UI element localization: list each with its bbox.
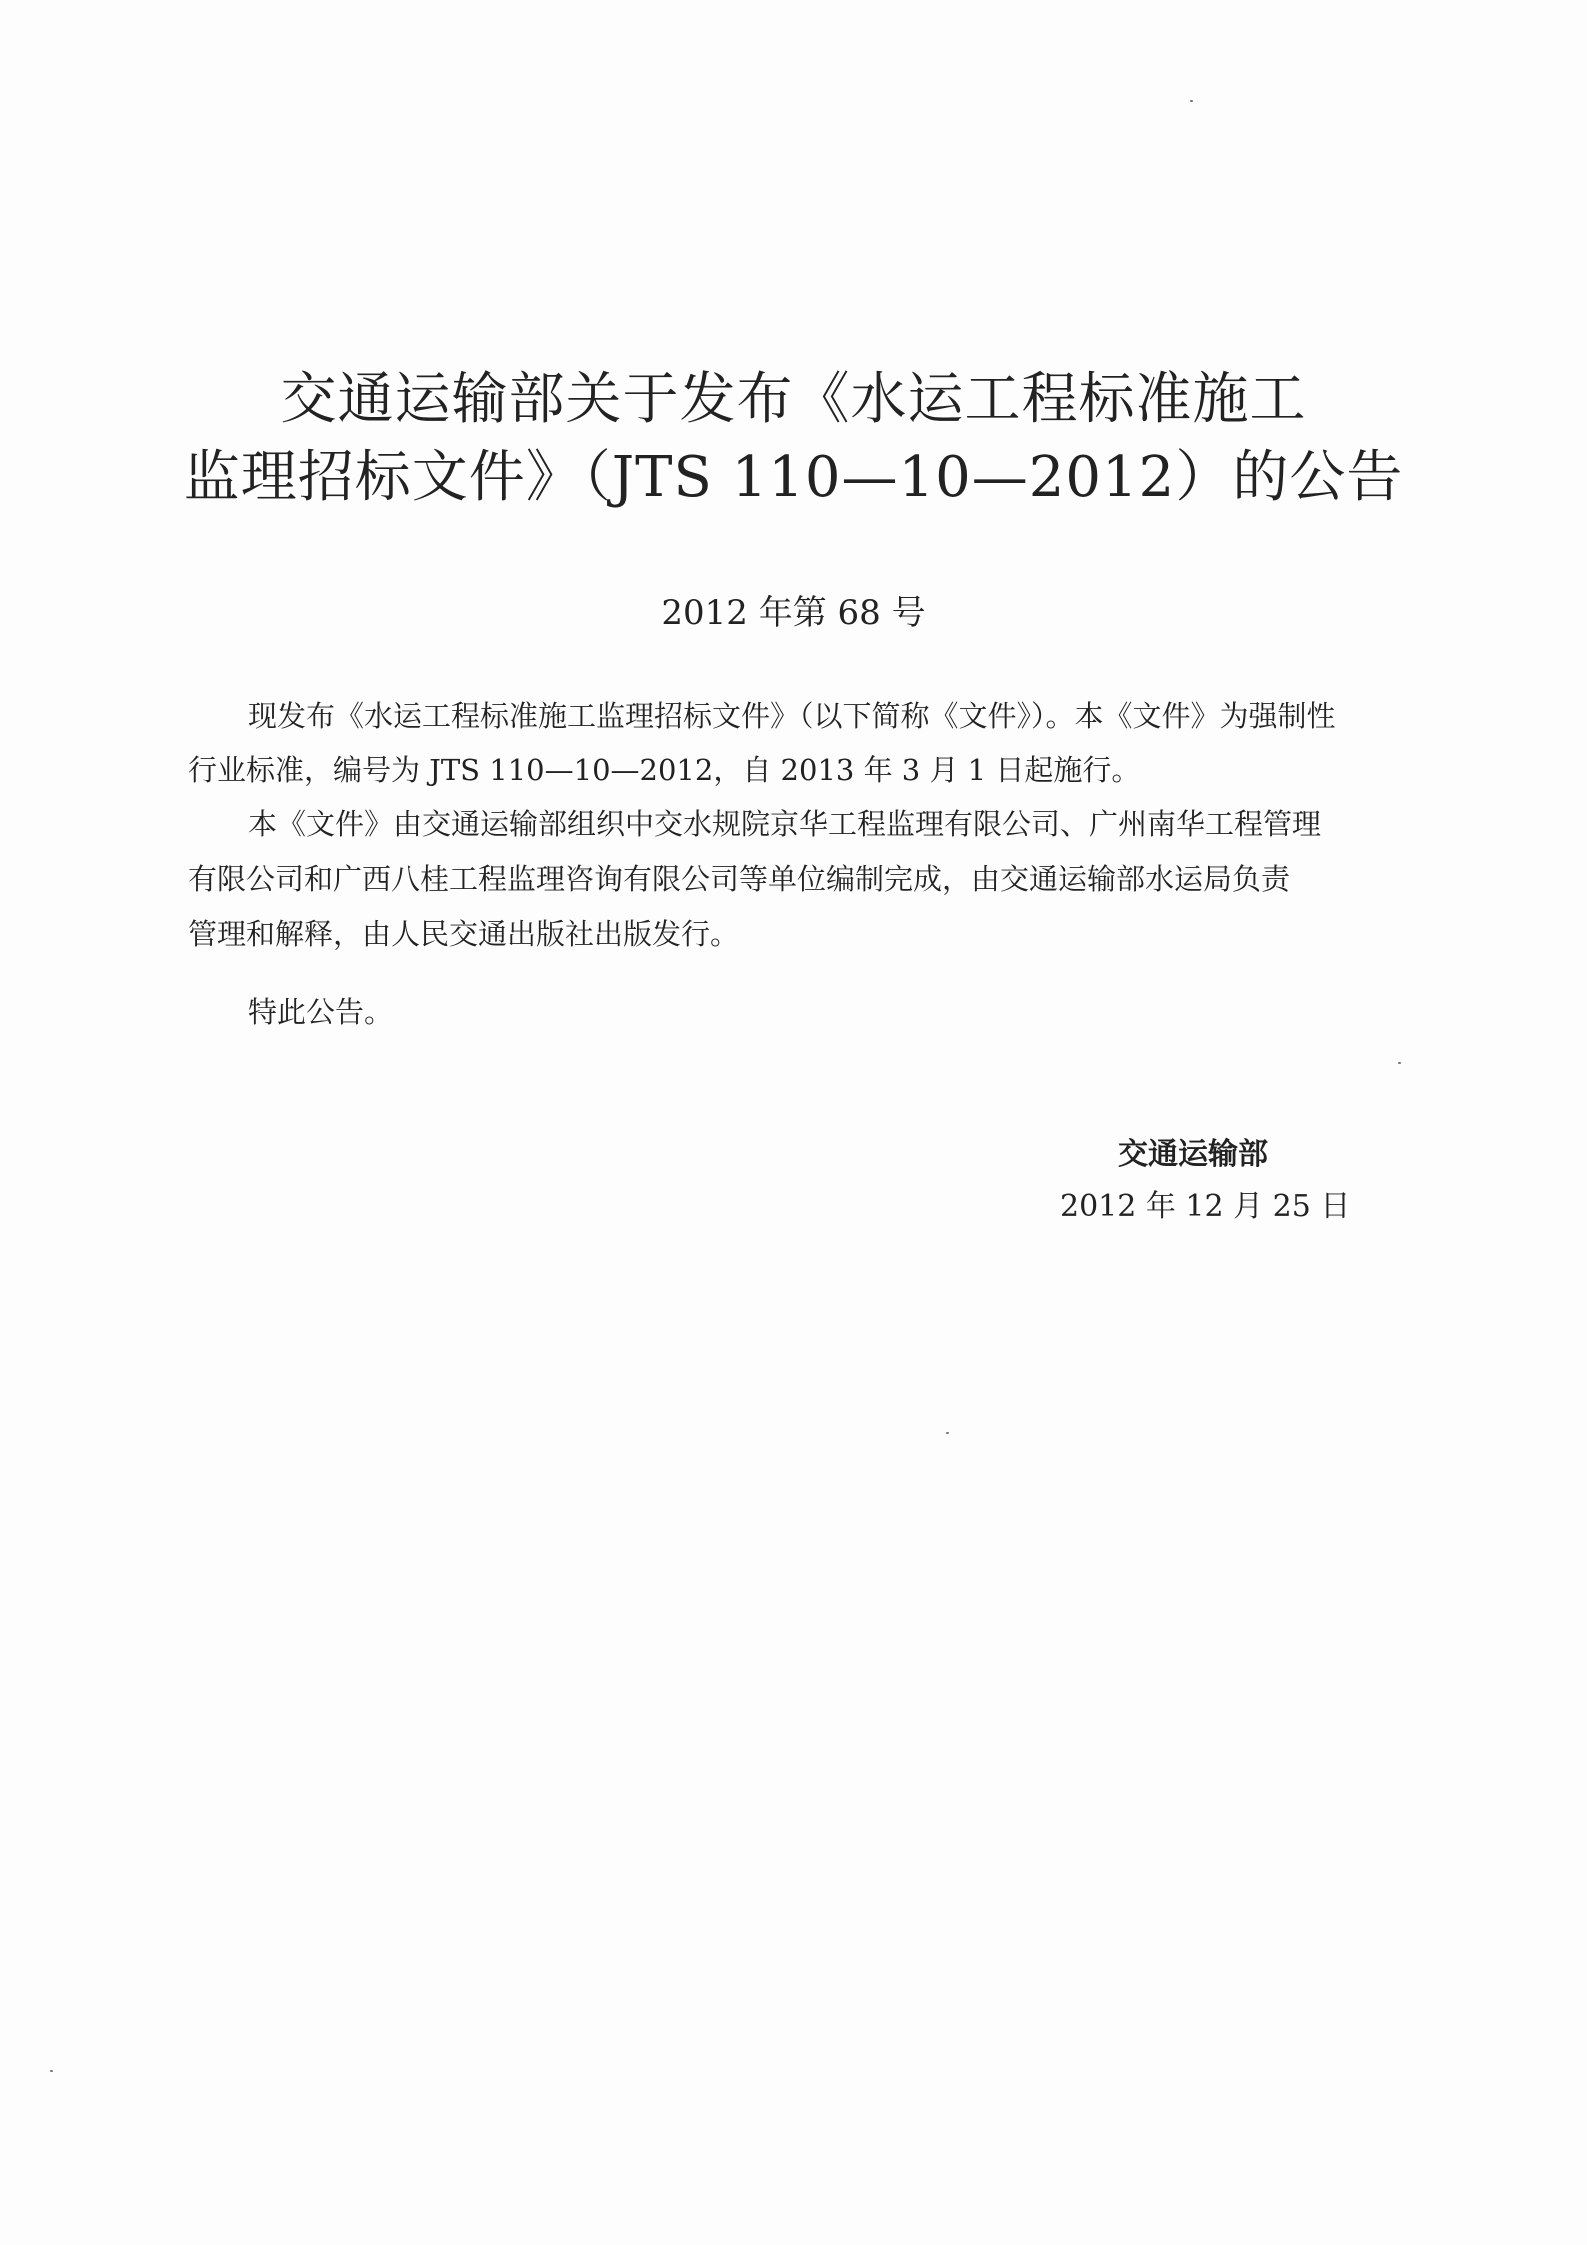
body-paragraph-line: 管理和解释，由人民交通出版社出版发行。 [188,917,740,951]
notice-title-line-1: 交通运输部关于发布《水运工程标准施工 [280,367,1307,432]
scan-speck [1190,100,1193,102]
scan-speck [1398,1062,1401,1064]
body-paragraph-line: 行业标准，编号为 JTS 110—10—2012，自 2013 年 3 月 1 日起施行。 [188,753,1141,787]
signature-organization: 交通运输部 [1118,1137,1268,1172]
body-paragraph-line: 现发布《水运工程标准施工监理招标文件》（以下简称《文件》）。本《文件》为强制性 [248,699,1336,733]
signature-date: 2012 年 12 月 25 日 [1060,1189,1351,1224]
notice-number: 2012 年第 68 号 [661,593,926,633]
scan-speck [946,1432,949,1434]
body-paragraph-line: 有限公司和广西八桂工程监理咨询有限公司等单位编制完成，由交通运输部水运局负责 [188,862,1291,896]
scan-speck [50,2070,53,2072]
notice-title-line-2: 监理招标文件》（JTS 110—10—2012）的公告 [183,445,1404,510]
closing-remark: 特此公告。 [248,995,394,1029]
body-paragraph-line: 本《文件》由交通运输部组织中交水规院京华工程监理有限公司、广州南华工程管理 [248,807,1322,841]
